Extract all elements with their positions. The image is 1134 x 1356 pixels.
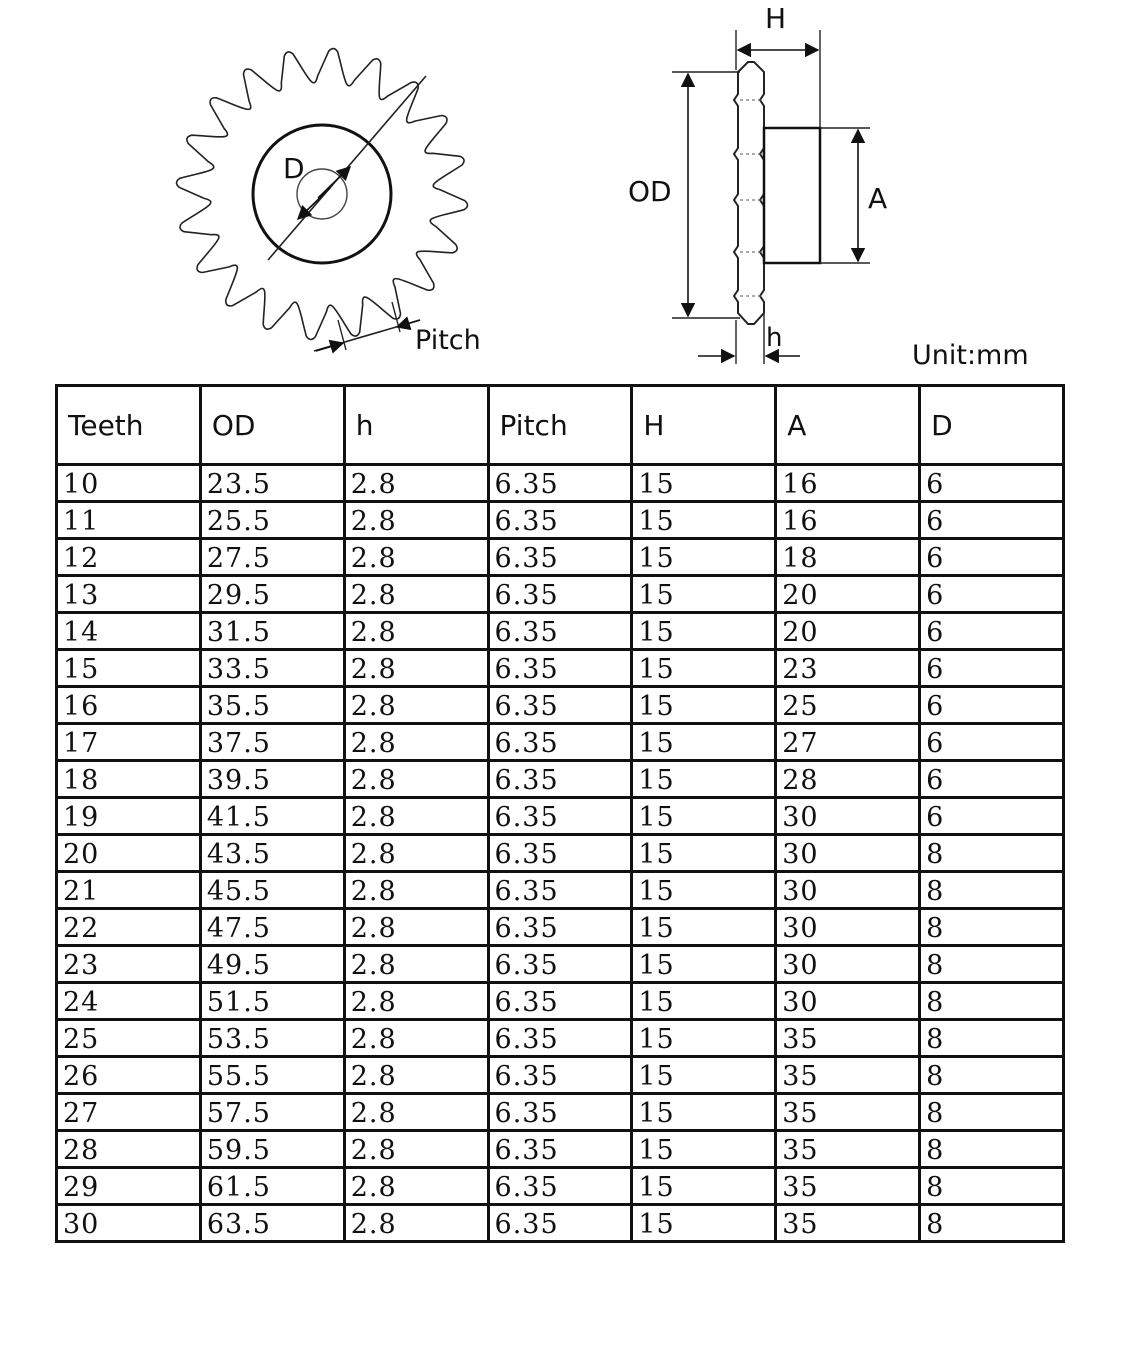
cell-teeth: 27 (57, 1094, 201, 1131)
cell-d: 6 (920, 650, 1064, 687)
cell-a: 30 (776, 872, 920, 909)
cell-h-small: 2.8 (344, 761, 488, 798)
cell-teeth: 26 (57, 1057, 201, 1094)
cell-h-large: 15 (632, 1057, 776, 1094)
cell-a: 30 (776, 983, 920, 1020)
cell-d: 6 (920, 798, 1064, 835)
cell-a: 35 (776, 1094, 920, 1131)
cell-od: 41.5 (200, 798, 344, 835)
cell-od: 47.5 (200, 909, 344, 946)
cell-pitch: 6.35 (488, 872, 632, 909)
cell-a: 20 (776, 613, 920, 650)
cell-h-small: 2.8 (344, 1020, 488, 1057)
hub-diameter-label: A (868, 182, 888, 215)
cell-h-large: 15 (632, 1205, 776, 1242)
cell-teeth: 12 (57, 539, 201, 576)
sprocket-side-view (628, 2, 887, 364)
header-h-small: h (344, 386, 488, 465)
cell-h-small: 2.8 (344, 1205, 488, 1242)
cell-a: 35 (776, 1205, 920, 1242)
cell-d: 6 (920, 502, 1064, 539)
sprocket-spec-table (55, 384, 1065, 1243)
cell-d: 6 (920, 724, 1064, 761)
cell-d: 6 (920, 465, 1064, 502)
cell-d: 8 (920, 1057, 1064, 1094)
cell-teeth: 18 (57, 761, 201, 798)
header-od: OD (200, 386, 344, 465)
cell-h-large: 15 (632, 909, 776, 946)
cell-h-small: 2.8 (344, 1094, 488, 1131)
cell-h-small: 2.8 (344, 1057, 488, 1094)
od-label: OD (628, 175, 672, 208)
cell-pitch: 6.35 (488, 465, 632, 502)
cell-d: 8 (920, 872, 1064, 909)
cell-od: 39.5 (200, 761, 344, 798)
cell-pitch: 6.35 (488, 1168, 632, 1205)
cell-h-large: 15 (632, 1020, 776, 1057)
cell-a: 35 (776, 1168, 920, 1205)
cell-a: 16 (776, 502, 920, 539)
cell-teeth: 13 (57, 576, 201, 613)
cell-d: 8 (920, 946, 1064, 983)
cell-teeth: 21 (57, 872, 201, 909)
cell-teeth: 15 (57, 650, 201, 687)
cell-d: 8 (920, 1020, 1064, 1057)
cell-h-small: 2.8 (344, 539, 488, 576)
bore-arrow-lower (298, 188, 330, 219)
table-row (57, 761, 1064, 798)
table-row (57, 724, 1064, 761)
cell-d: 8 (920, 1094, 1064, 1131)
cell-teeth: 14 (57, 613, 201, 650)
cell-a: 27 (776, 724, 920, 761)
cell-d: 8 (920, 1131, 1064, 1168)
cell-h-small: 2.8 (344, 872, 488, 909)
cell-d: 8 (920, 835, 1064, 872)
cell-pitch: 6.35 (488, 946, 632, 983)
cell-h-small: 2.8 (344, 983, 488, 1020)
cell-h-small: 2.8 (344, 909, 488, 946)
cell-h-small: 2.8 (344, 798, 488, 835)
table-row (57, 1094, 1064, 1131)
table-row (57, 465, 1064, 502)
cell-teeth: 25 (57, 1020, 201, 1057)
cell-a: 20 (776, 576, 920, 613)
cell-d: 6 (920, 576, 1064, 613)
cell-od: 57.5 (200, 1094, 344, 1131)
cell-a: 35 (776, 1131, 920, 1168)
cell-a: 35 (776, 1057, 920, 1094)
cell-pitch: 6.35 (488, 1020, 632, 1057)
table-row (57, 798, 1064, 835)
cell-h-small: 2.8 (344, 576, 488, 613)
cell-h-large: 15 (632, 761, 776, 798)
header-teeth: Teeth (57, 386, 201, 465)
table-header-row (57, 386, 1064, 465)
cell-od: 45.5 (200, 872, 344, 909)
tooth-width-label: h (766, 323, 783, 353)
cell-h-large: 15 (632, 983, 776, 1020)
cell-h-small: 2.8 (344, 1168, 488, 1205)
hub-profile (764, 128, 820, 263)
cell-teeth: 22 (57, 909, 201, 946)
table-row (57, 1131, 1064, 1168)
table-row (57, 1205, 1064, 1242)
cell-h-large: 15 (632, 724, 776, 761)
bore-label: D (283, 152, 305, 185)
cell-pitch: 6.35 (488, 539, 632, 576)
cell-h-small: 2.8 (344, 465, 488, 502)
table-row (57, 872, 1064, 909)
sprocket-diagram (0, 0, 1134, 380)
cell-od: 33.5 (200, 650, 344, 687)
cell-d: 8 (920, 983, 1064, 1020)
cell-d: 6 (920, 613, 1064, 650)
cell-h-large: 15 (632, 946, 776, 983)
cell-od: 25.5 (200, 502, 344, 539)
cell-teeth: 11 (57, 502, 201, 539)
cell-pitch: 6.35 (488, 1205, 632, 1242)
cell-a: 30 (776, 909, 920, 946)
table-row (57, 650, 1064, 687)
cell-h-large: 15 (632, 835, 776, 872)
cell-od: 49.5 (200, 946, 344, 983)
cell-teeth: 10 (57, 465, 201, 502)
cell-pitch: 6.35 (488, 909, 632, 946)
cell-a: 35 (776, 1020, 920, 1057)
table-row (57, 539, 1064, 576)
table-row (57, 1168, 1064, 1205)
unit-label: Unit:mm (912, 340, 1029, 371)
cell-teeth: 17 (57, 724, 201, 761)
cell-pitch: 6.35 (488, 613, 632, 650)
cell-od: 63.5 (200, 1205, 344, 1242)
sprocket-plate-profile (734, 62, 764, 324)
cell-h-small: 2.8 (344, 1131, 488, 1168)
cell-h-large: 15 (632, 539, 776, 576)
cell-pitch: 6.35 (488, 983, 632, 1020)
table-row (57, 687, 1064, 724)
cell-h-small: 2.8 (344, 724, 488, 761)
cell-teeth: 16 (57, 687, 201, 724)
cell-od: 37.5 (200, 724, 344, 761)
cell-pitch: 6.35 (488, 798, 632, 835)
cell-od: 31.5 (200, 613, 344, 650)
header-d: D (920, 386, 1064, 465)
cell-a: 30 (776, 835, 920, 872)
cell-h-large: 15 (632, 576, 776, 613)
cell-pitch: 6.35 (488, 687, 632, 724)
cell-h-large: 15 (632, 1094, 776, 1131)
cell-teeth: 19 (57, 798, 201, 835)
table-row (57, 502, 1064, 539)
cell-h-large: 15 (632, 613, 776, 650)
cell-pitch: 6.35 (488, 835, 632, 872)
cell-pitch: 6.35 (488, 1057, 632, 1094)
cell-h-large: 15 (632, 687, 776, 724)
cell-h-large: 15 (632, 1168, 776, 1205)
cell-h-small: 2.8 (344, 650, 488, 687)
table-row (57, 576, 1064, 613)
cell-a: 30 (776, 946, 920, 983)
cell-pitch: 6.35 (488, 650, 632, 687)
header-a: A (776, 386, 920, 465)
cell-a: 23 (776, 650, 920, 687)
table-row (57, 909, 1064, 946)
cell-pitch: 6.35 (488, 1094, 632, 1131)
cell-od: 59.5 (200, 1131, 344, 1168)
cell-pitch: 6.35 (488, 724, 632, 761)
cell-a: 18 (776, 539, 920, 576)
cell-d: 6 (920, 761, 1064, 798)
cell-a: 28 (776, 761, 920, 798)
cell-h-large: 15 (632, 650, 776, 687)
cell-teeth: 23 (57, 946, 201, 983)
cell-h-large: 15 (632, 1131, 776, 1168)
cell-d: 6 (920, 539, 1064, 576)
pitch-label: Pitch (415, 325, 481, 356)
sprocket-front-view (177, 49, 481, 356)
pitch-arrow-left (316, 343, 343, 351)
cell-h-small: 2.8 (344, 687, 488, 724)
cell-pitch: 6.35 (488, 576, 632, 613)
table-row (57, 1057, 1064, 1094)
hub-length-label: H (765, 2, 787, 35)
cell-teeth: 29 (57, 1168, 201, 1205)
cell-teeth: 30 (57, 1205, 201, 1242)
cell-h-small: 2.8 (344, 946, 488, 983)
cell-od: 53.5 (200, 1020, 344, 1057)
header-h-large: H (632, 386, 776, 465)
cell-teeth: 28 (57, 1131, 201, 1168)
cell-h-small: 2.8 (344, 502, 488, 539)
cell-h-small: 2.8 (344, 835, 488, 872)
table-row (57, 613, 1064, 650)
table-row (57, 835, 1064, 872)
cell-d: 8 (920, 1168, 1064, 1205)
cell-teeth: 20 (57, 835, 201, 872)
cell-od: 29.5 (200, 576, 344, 613)
cell-a: 25 (776, 687, 920, 724)
cell-od: 51.5 (200, 983, 344, 1020)
cell-pitch: 6.35 (488, 1131, 632, 1168)
cell-od: 55.5 (200, 1057, 344, 1094)
cell-a: 16 (776, 465, 920, 502)
cell-od: 35.5 (200, 687, 344, 724)
cell-pitch: 6.35 (488, 502, 632, 539)
table-body (57, 465, 1064, 1242)
cell-d: 8 (920, 909, 1064, 946)
cell-d: 6 (920, 687, 1064, 724)
cell-h-large: 15 (632, 502, 776, 539)
table-row (57, 1020, 1064, 1057)
cell-od: 61.5 (200, 1168, 344, 1205)
table-row (57, 946, 1064, 983)
cell-d: 8 (920, 1205, 1064, 1242)
cell-teeth: 24 (57, 983, 201, 1020)
cell-od: 43.5 (200, 835, 344, 872)
cell-od: 27.5 (200, 539, 344, 576)
cell-h-large: 15 (632, 872, 776, 909)
table-row (57, 983, 1064, 1020)
cell-h-large: 15 (632, 798, 776, 835)
cell-pitch: 6.35 (488, 761, 632, 798)
cell-h-small: 2.8 (344, 613, 488, 650)
cell-h-large: 15 (632, 465, 776, 502)
header-pitch: Pitch (488, 386, 632, 465)
cell-a: 30 (776, 798, 920, 835)
cell-od: 23.5 (200, 465, 344, 502)
